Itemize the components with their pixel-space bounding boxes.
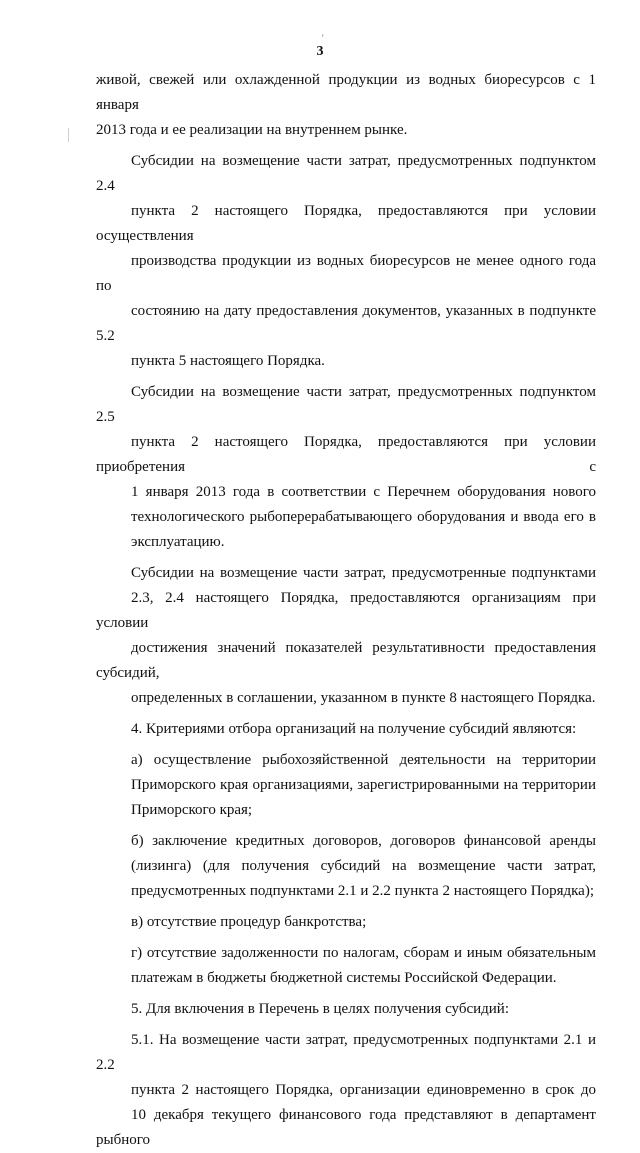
page-mark: ' <box>322 33 324 43</box>
text-line: 10 декабря текущего финансового года представляют в департамент рыбного <box>96 1107 596 1148</box>
text-line: (лизинга) (для получения субсидий на возмещение части затрат, <box>131 858 596 874</box>
page-number: 3 <box>316 44 324 59</box>
text-line: в) отсутствие процедур банкротства; <box>131 914 367 930</box>
text-line: Приморского края; <box>131 802 253 818</box>
text-line: 1 января 2013 года в соответствии с Перечнем оборудования нового <box>131 484 596 500</box>
paragraph-criterion-g <box>96 941 596 991</box>
paragraph-criteria-heading <box>96 717 596 742</box>
document-body <box>96 68 596 1153</box>
text-line: технологического рыбоперерабатывающего оборудования и ввода его в <box>131 509 596 525</box>
paragraph-criterion-a <box>96 748 596 823</box>
text-line: Приморского края организациями, зарегистрированными на территории <box>131 777 596 793</box>
text-line: а) осуществление рыбохозяйственной деятельности на территории <box>131 752 596 768</box>
text-line: 2013 года и ее реализации на внутреннем рынке. <box>96 122 408 138</box>
paragraph-inclusion-heading <box>96 997 596 1022</box>
text-line: определенных в соглашении, указанном в пункте 8 настоящего Порядка. <box>131 690 596 706</box>
text-line: 5. Для включения в Перечень в целях получения субсидий: <box>131 1001 509 1017</box>
text-line: достижения значений показателей результативности предоставления субсидий, <box>96 640 596 681</box>
paragraph-5-1 <box>96 1028 596 1153</box>
text-line: производства продукции из водных биоресурсов не менее одного года по <box>96 253 596 294</box>
text-line: эксплуатацию. <box>131 534 225 550</box>
text-line: б) заключение кредитных договоров, договоров финансовой аренды <box>131 833 596 849</box>
paragraph-subsidy-2-4 <box>96 149 596 374</box>
paragraph-criterion-b <box>96 829 596 904</box>
text-line: пункта 2 настоящего Порядка, организации единовременно в срок до <box>131 1082 596 1098</box>
text-line: Субсидии на возмещение части затрат, предусмотренные подпунктами <box>131 565 596 581</box>
text-line: предусмотренных подпунктами 2.1 и 2.2 пункта 2 настоящего Порядка); <box>131 883 595 899</box>
paragraph-subsidy-2-5 <box>96 380 596 555</box>
text-line: платежам в бюджеты бюджетной системы Российской Федерации. <box>131 970 557 986</box>
text-line: пункта 2 настоящего Порядка, предоставляются при условии приобретения с <box>96 434 596 475</box>
text-line: Субсидии на возмещение части затрат, предусмотренных подпунктом 2.5 <box>96 384 596 425</box>
text-line: состоянию на дату предоставления документов, указанных в подпункте 5.2 <box>96 303 596 344</box>
paragraph-subsidy-2-3-2-4 <box>96 561 596 711</box>
paragraph-continuation <box>96 68 596 143</box>
text-line: 5.1. На возмещение части затрат, предусмотренных подпунктами 2.1 и 2.2 <box>96 1032 596 1073</box>
text-line: Субсидии на возмещение части затрат, предусмотренных подпунктом 2.4 <box>96 153 596 194</box>
text-line: 2.3, 2.4 настоящего Порядка, предоставляются организациям при условии <box>96 590 596 631</box>
text-line: г) отсутствие задолженности по налогам, сборам и иным обязательным <box>131 945 596 961</box>
text-line: живой, свежей или охлажденной продукции из водных биоресурсов с 1 января <box>96 72 596 113</box>
paragraph-criterion-v <box>96 910 596 935</box>
text-line: пункта 5 настоящего Порядка. <box>131 353 325 369</box>
margin-mark <box>68 128 69 142</box>
text-line: пункта 2 настоящего Порядка, предоставляются при условии осуществления <box>96 203 596 244</box>
text-line: 4. Критериями отбора организаций на получение субсидий являются: <box>131 721 577 737</box>
